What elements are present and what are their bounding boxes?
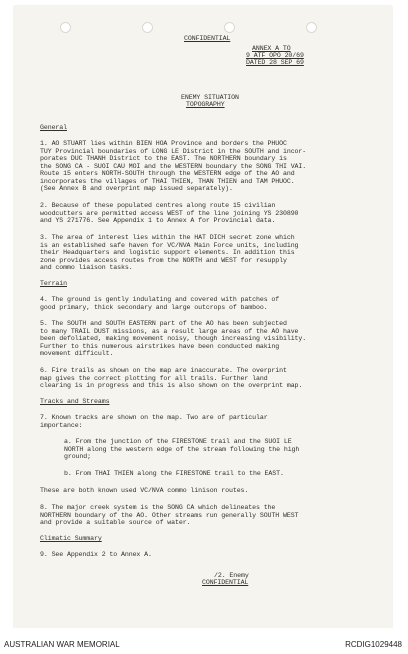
text-line: is an established safe haven for VC/NVA Main Force units, including	[40, 241, 299, 249]
text-line: ground;	[64, 453, 91, 460]
annex-line-3: DATED 28 SEP 69	[246, 59, 304, 66]
punch-hole	[306, 22, 317, 33]
text-line: 8. The major creek system is the SONG CA which delineates the	[40, 504, 276, 511]
text-line: 7. Known tracks are shown on the map. Two are of particular	[40, 414, 268, 421]
title-line-2: TOPOGRAPHY	[186, 101, 225, 108]
text-line: porates DUC THANH District to the EAST. The NORTHERN boundary is	[40, 155, 287, 162]
archive-footer	[0, 628, 408, 654]
text-line: (See Annex B and overprint map issued separately).	[40, 185, 233, 192]
text-line: TUY Provincial boundaries of LONG LE District in the SOUTH and incor-	[40, 147, 307, 155]
text-line: been defoliated, making movement noisy, though increasing visibility.	[40, 335, 307, 342]
footer-record-id: RCDIG1029448	[345, 640, 402, 649]
document-page	[14, 6, 392, 628]
text-line: 4. The ground is gently indulating and covered with patches of	[40, 296, 280, 303]
text-line: good primary, thick secondary and large outcrops of bamboo.	[40, 303, 268, 311]
text-line: and provide a suitable source of water.	[40, 519, 191, 526]
paragraph-7c: These are both known used VC/NVA commo linison routes.	[40, 487, 249, 494]
text-line: clearing is in progress and this is also shown on the overprint map.	[40, 382, 303, 389]
section-general: General	[40, 124, 67, 131]
text-line: map gives the correct plotting for all trails. Further land	[40, 374, 268, 382]
text-line: importance:	[40, 421, 83, 429]
text-line: the SONG CA - SUOI CAU MOI and the WESTERN boundary the SONG THI VAI.	[40, 162, 307, 170]
text-line: a. From the junction of the FIRESTONE trail and the SUOI LE	[64, 438, 292, 445]
text-line: to many TRAIL DUST missions, as a result large areas of the AO have	[40, 327, 299, 335]
paragraph-7b: b. From THAI THIEN along the FIRESTONE trail to the EAST.	[64, 470, 284, 477]
section-tracks: Tracks and Streams	[40, 398, 110, 405]
text-line: Route 15 enters NORTH-SOUTH through the WESTERN edge of the AO and	[40, 170, 295, 177]
section-terrain: Terrain	[40, 280, 67, 287]
footer-institution: AUSTRALIAN WAR MEMORIAL	[4, 640, 120, 649]
text-line: Further to this numerous airstrikes have been conducted making	[40, 342, 280, 350]
annex-line-2: 9 ATF OPO 20/69	[246, 52, 304, 59]
text-line: NORTH along the western edge of the stream following the high	[64, 445, 300, 453]
text-line: and YS 271776. See Appendix 1 to Annex A for Provincial data.	[40, 217, 276, 224]
text-line: 2. Because of these populated centres along route 15 civilian	[40, 202, 276, 209]
text-line: 5. The SOUTH and SOUTH EASTERN part of the AO has been subjected	[40, 320, 287, 327]
paragraph-9: 9. See Appendix 2 to Annex A.	[40, 551, 152, 558]
annex-line-1: ANNEX A TO	[252, 45, 291, 52]
text-line: woodcutters are permitted access WEST of the line joining YS 230890	[40, 209, 299, 217]
title-line-1: ENEMY SITUATION	[181, 94, 239, 101]
punch-hole	[142, 22, 153, 33]
punch-hole	[60, 22, 71, 33]
text-line: and commo liaison tasks.	[40, 264, 133, 271]
text-line: NORTHERN boundary of the AO. Other streams run generally SOUTH WEST	[40, 511, 299, 519]
section-climatic: Climatic Summary	[40, 535, 102, 542]
classification-bottom: CONFIDENTIAL	[202, 579, 249, 586]
text-line: their Headquarters and logistic support elements. In addition this	[40, 249, 295, 256]
continuation-note: /2. Enemy	[214, 572, 249, 579]
text-line: 1. AO STUART lies within BIEN HOA Province and borders the PHUOC	[40, 140, 287, 147]
punch-hole	[224, 22, 235, 33]
text-line: incorporates the villages of THAI THIEN, THAN THIEN and TAM PHUOC.	[40, 177, 295, 185]
classification-top: CONFIDENTIAL	[184, 35, 231, 42]
text-line: movement difficult.	[40, 350, 114, 357]
text-line: 3. The area of interest lies within the HAT DICH secret zone which	[40, 234, 295, 241]
text-line: 6. Fire trails as shown on the map are inaccurate. The overprint	[40, 367, 287, 374]
text-line: zone provides access routes from the NORTH and WEST for resupply	[40, 256, 287, 264]
